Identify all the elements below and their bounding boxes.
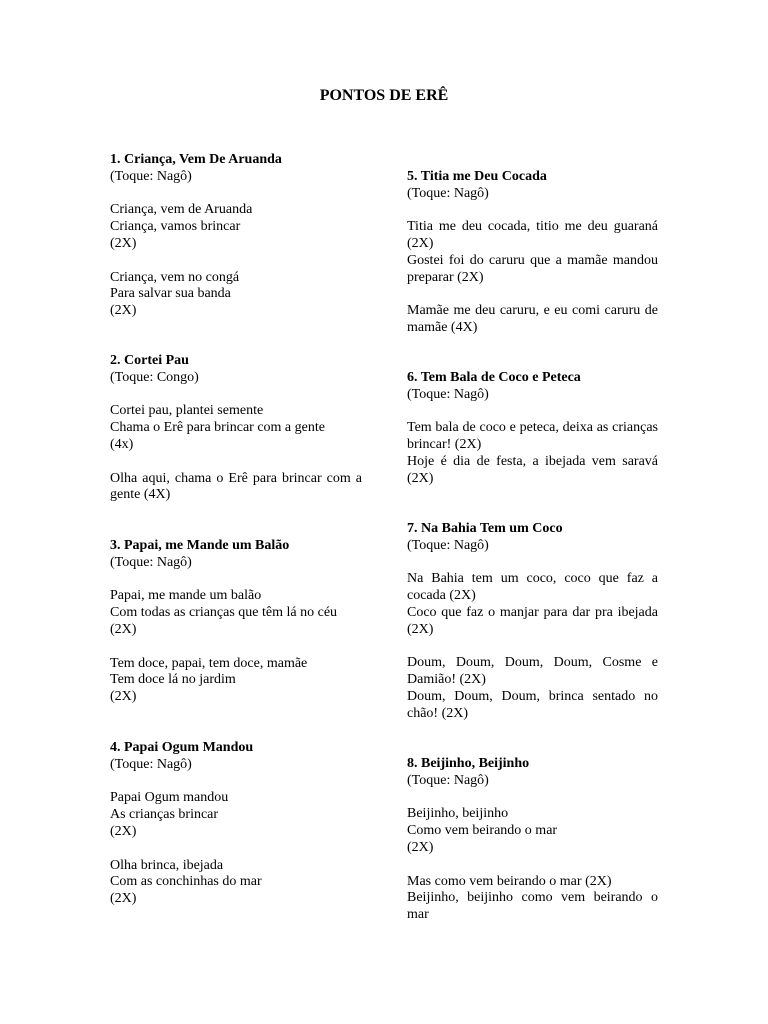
lyric-line: (2X)	[110, 891, 137, 907]
lyric-line: (2X)	[110, 303, 137, 319]
song-5	[407, 169, 658, 337]
song-4	[110, 740, 362, 908]
song-title: 8. Beijinho, Beijinho	[407, 756, 530, 771]
lyric-line: Hoje é dia de festa, a ibejada vem saravá (2X)	[407, 453, 658, 486]
lyric-line: Beijinho, beijinho	[407, 806, 509, 822]
song-toque: (Toque: Nagô)	[407, 772, 489, 788]
lyric-line: Olha aqui, chama o Erê para brincar com a gente (4X)	[110, 470, 362, 503]
song-3	[110, 538, 362, 706]
lyric-line: (4x)	[110, 436, 134, 452]
lyric-line: (2X)	[110, 621, 137, 637]
lyric-line: Criança, vamos brincar	[110, 219, 241, 235]
song-title: 7. Na Bahia Tem um Coco	[407, 521, 563, 536]
lyric-line: Criança, vem de Aruanda	[110, 202, 253, 218]
lyric-line: Papai Ogum mandou	[110, 790, 229, 806]
lyric-line: (2X)	[110, 689, 137, 705]
song-title: 1. Criança, Vem De Aruanda	[110, 152, 282, 167]
song-title: 2. Cortei Pau	[110, 353, 189, 368]
song-8	[407, 756, 658, 924]
lyric-line: Como vem beirando o mar	[407, 823, 558, 839]
lyric-line: (2X)	[110, 235, 137, 251]
lyric-line: Papai, me mande um balão	[110, 588, 262, 604]
lyric-line: (2X)	[407, 839, 434, 855]
song-2	[110, 353, 362, 504]
song-title: 4. Papai Ogum Mandou	[110, 740, 254, 755]
lyric-line: Com as conchinhas do mar	[110, 874, 262, 890]
lyric-line: Para salvar sua banda	[110, 286, 231, 302]
song-toque: (Toque: Congo)	[110, 369, 199, 385]
lyric-line: Criança, vem no congá	[110, 269, 240, 285]
song-toque: (Toque: Nagô)	[407, 386, 489, 402]
song-title: 5. Titia me Deu Cocada	[407, 169, 547, 184]
lyric-line: Beijinho, beijinho como vem beirando o mar	[407, 890, 658, 923]
page-title: PONTOS DE ERÊ	[319, 87, 449, 104]
song-toque: (Toque: Nagô)	[110, 168, 192, 184]
lyric-line: Mamãe me deu caruru, e eu comi caruru de mamãe (4X)	[407, 303, 658, 336]
song-title: 6. Tem Bala de Coco e Peteca	[407, 370, 581, 385]
song-toque: (Toque: Nagô)	[407, 185, 489, 201]
lyric-line: Doum, Doum, Doum, Doum, Cosme e Damião! (2X)	[407, 655, 658, 688]
song-6	[407, 370, 658, 488]
lyric-line: Chama o Erê para brincar com a gente	[110, 420, 325, 436]
song-toque: (Toque: Nagô)	[110, 554, 192, 570]
lyric-line: (2X)	[110, 823, 137, 839]
lyric-line: Tem doce lá no jardim	[110, 672, 236, 688]
lyric-line: As crianças brincar	[110, 807, 219, 823]
lyric-line: Com todas as crianças que têm lá no céu	[110, 605, 338, 621]
lyric-line: Na Bahia tem um coco, coco que faz a cocada (2X)	[407, 571, 658, 604]
song-toque: (Toque: Nagô)	[407, 537, 489, 553]
song-toque: (Toque: Nagô)	[110, 756, 192, 772]
song-title: 3. Papai, me Mande um Balão	[110, 538, 290, 553]
lyric-line: Cortei pau, plantei semente	[110, 403, 264, 419]
lyric-line: Olha brinca, ibejada	[110, 857, 224, 873]
lyric-line: Coco que faz o manjar para dar pra ibejada (2X)	[407, 604, 658, 637]
lyric-line: Doum, Doum, Doum, brinca sentado no chão! (2X)	[407, 688, 658, 721]
lyric-line: Gostei foi do caruru que a mamãe mandou preparar (2X)	[407, 252, 658, 285]
lyric-line: Tem doce, papai, tem doce, mamãe	[110, 655, 308, 671]
lyric-line: Mas como vem beirando o mar (2X)	[407, 873, 612, 889]
lyric-line: Tem bala de coco e peteca, deixa as crianças brincar! (2X)	[407, 420, 658, 453]
song-1	[110, 152, 362, 320]
lyric-line: Titia me deu cocada, titio me deu guaraná (2X)	[407, 219, 658, 252]
song-7	[407, 521, 658, 723]
